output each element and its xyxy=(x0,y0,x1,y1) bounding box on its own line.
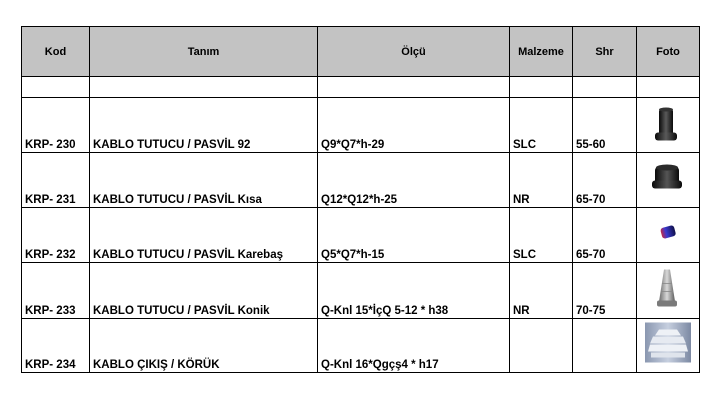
olcu-cell: Q12*Q12*h-25 xyxy=(318,153,510,208)
header-kod: Kod xyxy=(22,27,90,77)
olcu-cell: Q-Knl 15*İçQ 5-12 * h38 xyxy=(318,263,510,319)
tanim-cell: KABLO ÇIKIŞ / KÖRÜK xyxy=(90,319,318,373)
empty-cell xyxy=(318,77,510,98)
square-head-grommet-icon xyxy=(637,208,699,262)
shr-cell: 70-75 xyxy=(573,263,637,319)
header-malzeme: Malzeme xyxy=(510,27,573,77)
olcu-cell: Q9*Q7*h-29 xyxy=(318,98,510,153)
malzeme-cell: SLC xyxy=(510,98,573,153)
foto-cell xyxy=(637,153,700,208)
empty-cell xyxy=(22,77,90,98)
kod-cell: KRP- 232 xyxy=(22,208,90,263)
tanim-cell: KABLO TUTUCU / PASVİL Kısa xyxy=(90,153,318,208)
header-olcu: Ölçü xyxy=(318,27,510,77)
empty-cell xyxy=(573,77,637,98)
olcu-cell: Q-Knl 16*Qgçş4 * h17 xyxy=(318,319,510,373)
header-tanim: Tanım xyxy=(90,27,318,77)
empty-cell xyxy=(90,77,318,98)
kod-cell: KRP- 233 xyxy=(22,263,90,319)
kod-cell: KRP- 234 xyxy=(22,319,90,373)
table-row xyxy=(22,98,700,153)
empty-cell xyxy=(637,77,700,98)
kod-cell: KRP- 230 xyxy=(22,98,90,153)
short-grommet-icon xyxy=(637,153,699,207)
shr-cell: 65-70 xyxy=(573,153,637,208)
empty-cell xyxy=(510,77,573,98)
foto-cell xyxy=(637,98,700,153)
tanim-cell: KABLO TUTUCU / PASVİL 92 xyxy=(90,98,318,153)
tanim-cell: KABLO TUTUCU / PASVİL Konik xyxy=(90,263,318,319)
shr-cell: 55-60 xyxy=(573,98,637,153)
product-table xyxy=(21,26,700,373)
shr-cell: 65-70 xyxy=(573,208,637,263)
malzeme-cell: NR xyxy=(510,153,573,208)
malzeme-cell: SLC xyxy=(510,208,573,263)
conical-grommet-icon xyxy=(637,263,699,318)
foto-cell xyxy=(637,208,700,263)
header-foto: Foto xyxy=(637,27,700,77)
header-shr: Shr xyxy=(573,27,637,77)
table-row xyxy=(22,208,700,263)
malzeme-cell xyxy=(510,319,573,373)
foto-cell xyxy=(637,319,700,373)
cylinder-grommet-icon xyxy=(637,98,699,152)
empty-row xyxy=(22,77,700,98)
malzeme-cell: NR xyxy=(510,263,573,319)
kod-cell: KRP- 231 xyxy=(22,153,90,208)
table-row xyxy=(22,263,700,319)
shr-cell xyxy=(573,319,637,373)
foto-cell xyxy=(637,263,700,319)
table-row xyxy=(22,153,700,208)
olcu-cell: Q5*Q7*h-15 xyxy=(318,208,510,263)
header-row xyxy=(22,27,700,77)
table-row xyxy=(22,319,700,373)
tanim-cell: KABLO TUTUCU / PASVİL Karebaş xyxy=(90,208,318,263)
bellows-boot-icon xyxy=(637,319,699,372)
